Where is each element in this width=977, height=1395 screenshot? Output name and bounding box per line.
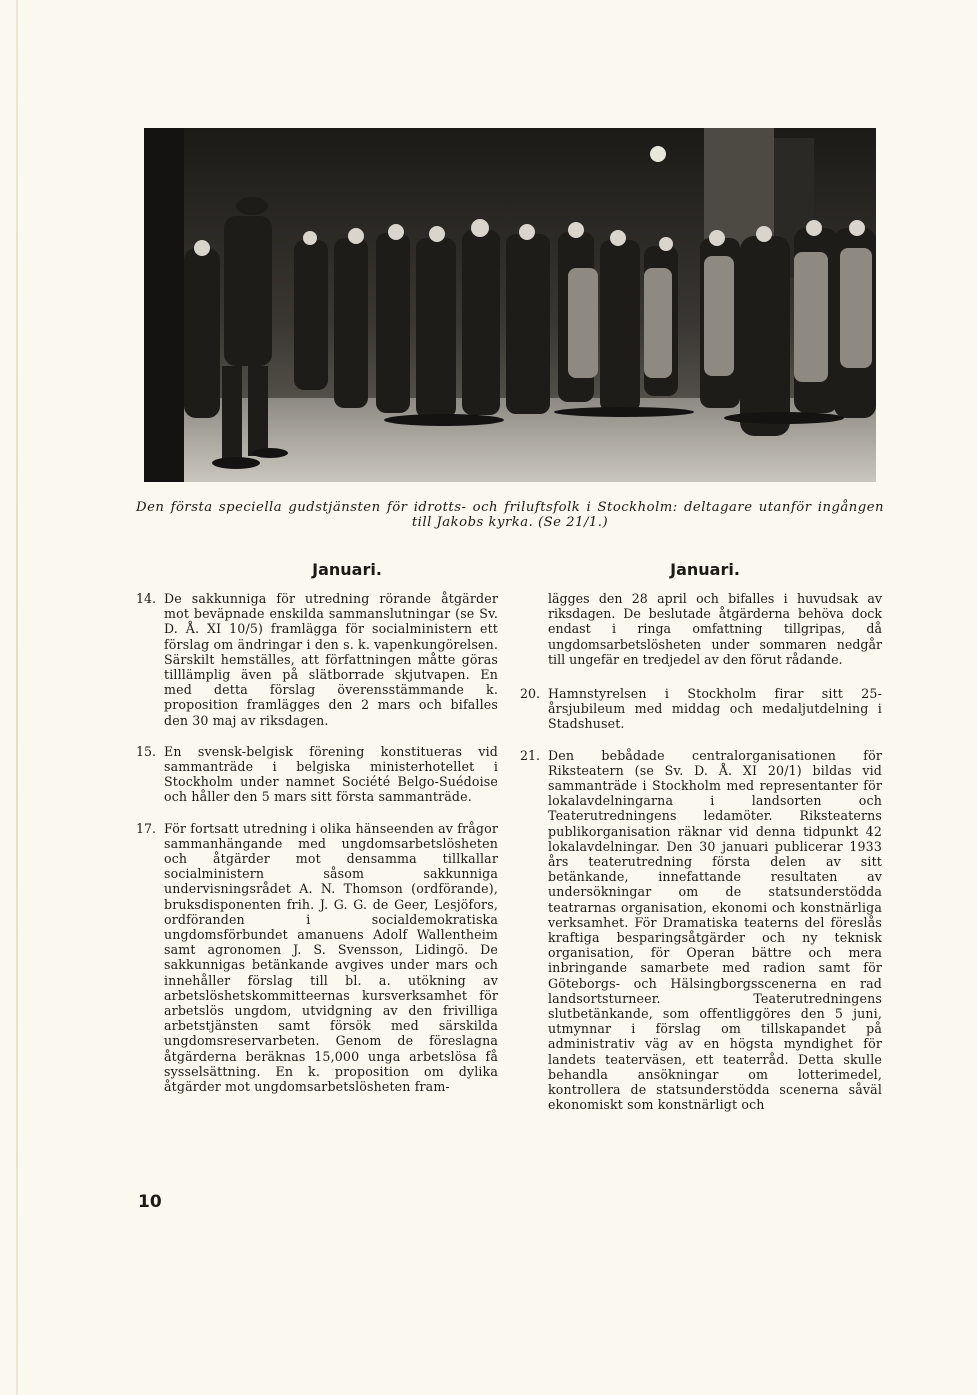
entry-day: 20.: [520, 686, 541, 702]
photo-caption: Den första speciella gudstjänsten för idrotts- och friluftsfolk i Stockholm: deltagare utanför ingången till Jakobs kyrka. (Se 21/1.): [136, 500, 884, 530]
left-month-heading: Januari.: [312, 560, 382, 579]
entry-text: Den bebådade centralorganisationen för Riksteatern (se Sv. D. Å. XI 20/1) bildas vid sammanträde i Stockholm med representanter för lokalavdelningarna i landsorten och Teaterutredningens ledamöter. Riksteaterns publikorganisation räknar vid denna tidpunkt 42 lokalavdelningar. Den 30 januari publicerar 1933 års teaterutredning första delen av sitt betänkande, innefattande resultaten av undersökningar om de statsunderstödda teatrarnas organisation, ekonomi och konstnärliga verksamhet. För Dramatiska teaterns del föreslås kraftiga besparingsåtgärder och ny teknisk organisation, för Operan bättre och mera inbringande samarbete med radion samt för Göteborgs- och Hälsingborgsscenerna en rad landsortsturneer. Teaterutredningens slutbetänkande, som offentliggöres den 5 juni, utmynnar i förslag om tillskapandet på administrativ väg av en högsta myndighet för landets teaterväsen, ett teaterråd. Detta skulle behandla ansökningar om lotterimedel, kontrollera de statsunderstödda scenerna såväl ekonomiskt som konstnärligt och: [548, 747, 882, 1113]
entry-day: 21.: [520, 747, 541, 763]
entry-14: [136, 591, 498, 728]
continued-entry-text: lägges den 28 april och bifalles i huvudsak av riksdagen. De beslutade åtgärderna behöva dock endast i ringa omfattning tillgripas, då ungdomsarbetslösheten under sommaren nedgår till ungefär en tredjedel av den förut rådande.: [548, 591, 882, 667]
right-column: [520, 560, 882, 1129]
entry-day: 14.: [136, 591, 157, 606]
photograph-icon: [144, 128, 876, 482]
page-edge: [16, 0, 18, 1395]
entry-text: Hamnstyrelsen i Stockholm firar sitt 25-årsjubileum med middag och medaljutdelning i Stadshuset.: [548, 686, 882, 732]
entry-text: En svensk-belgisk förening konstitueras vid sammanträde i belgiska ministerhotellet i Stockholm under namnet Société Belgo-Suédoise och håller den 5 mars sitt första sammanträde.: [164, 743, 498, 805]
page-number: 10: [138, 1192, 162, 1212]
entry-17: [136, 821, 498, 1095]
entry-day: 17.: [136, 820, 157, 836]
church-entrance-photograph: [144, 128, 876, 482]
left-column: [136, 560, 498, 1110]
entry-21: [520, 748, 882, 1113]
entry-text: För fortsatt utredning i olika hänseenden av frågor sammanhängande med ungdomsarbetslösheten och åtgärder mot densamma tillkallar socialministern såsom sakkunniga undervisningsrådet A. N. Thomson (ordförande), bruksdisponenten frih. J. G. G. de Geer, Lesjöfors, ordföranden i socialdemokratiska ungdomsförbundet amanuens Adolf Wallentheim samt agronomen J. S. Svensson, Lidingö. De sakkunnigas betänkande avgives under mars och innehåller förslag till bl. a. utökning av arbetslöshetskommitteernas kursverksamhet för arbetslös ungdom, utvidgning av den frivilliga arbetstjänsten samt försök med särskilda ungdomsreservarbeten. Genom de föreslagna åtgärderna beräknas 15,000 unga arbetslösa få sysselsättning. En k. proposition om dylika åtgärder mot ungdomsarbetslösheten fram-: [164, 820, 498, 1095]
entry-day: 15.: [136, 743, 157, 759]
entry-text: De sakkunniga för utredning rörande åtgärder mot beväpnade enskilda sammanslutningar (se Sv. D. Å. XI 10/5) framlägga för socialministern ett förslag om ändringar i den s. k. vapenkungörelsen. Särskilt hemställes, att författningen måtte göras tilllämplig även på slätborrade skjutvapen. En med detta förslag överensstämmande k. proposition framlägges den 2 mars och bifalles den 30 maj av riksdagen.: [164, 591, 498, 728]
entry-20: [520, 686, 882, 732]
entry-15: [136, 744, 498, 805]
right-month-heading: Januari.: [670, 560, 740, 579]
